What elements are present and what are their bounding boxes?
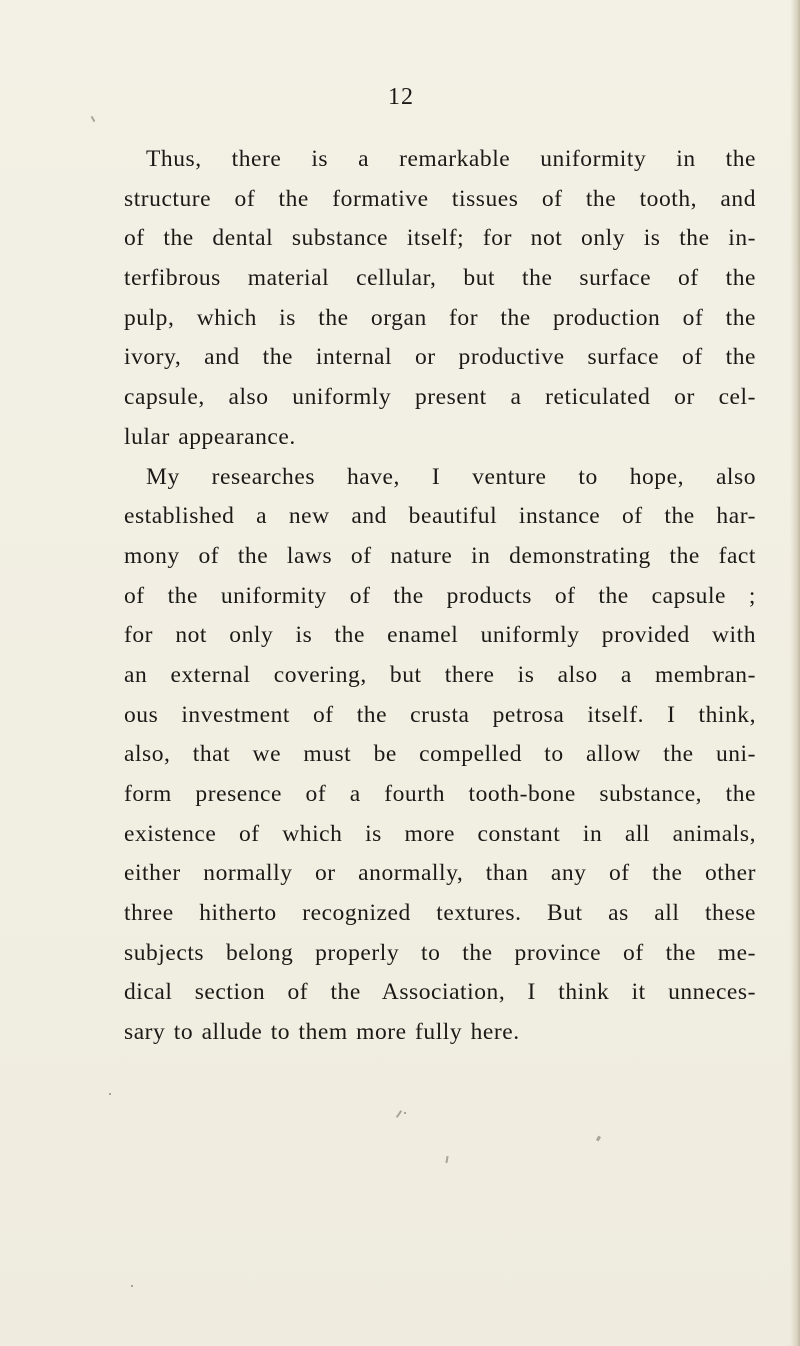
text-line: ous investment of the crusta petrosa itself. I think, [124, 701, 756, 728]
text-line: of the uniformity of the products of the capsule ; [124, 582, 756, 609]
text-line: of the dental substance itself; for not only is the in- [124, 225, 756, 252]
text-line: also, that we must be compelled to allow the uni- [124, 741, 756, 768]
paper-speck [596, 1136, 601, 1142]
text-line: either normally or anormally, than any of the other [124, 860, 756, 887]
text-line: form presence of a fourth tooth-bone substance, the [124, 781, 756, 807]
paper-speck [445, 1156, 448, 1163]
text-line: pulp, which is the organ for the production of the [124, 304, 756, 331]
text-line: terfibrous material cellular, but the surface of the [124, 265, 756, 292]
page-number: 12 [388, 84, 414, 110]
paper-speck [131, 1285, 133, 1287]
text-line: sary to allude to them more fully here. [124, 1019, 520, 1046]
text-line: capsule, also uniformly present a reticulated or cel- [124, 384, 756, 411]
text-line: an external covering, but there is also a membran- [124, 661, 756, 688]
text-line: for not only is the enamel uniformly provided with [124, 622, 756, 649]
page-edge-shadow [790, 0, 800, 1346]
text-line: dical section of the Association, I think it unneces- [124, 979, 756, 1006]
text-line: mony of the laws of nature in demonstrating the fact [124, 542, 756, 569]
text-line: three hitherto recognized textures. But as all these [124, 900, 756, 927]
text-line: My researches have, I venture to hope, also [146, 463, 756, 490]
text-line: subjects belong properly to the province of the me- [124, 939, 756, 966]
paper-speck [109, 1093, 111, 1095]
text-line: existence of which is more constant in all animals, [124, 820, 756, 847]
paper-speck [91, 116, 96, 122]
paper-speck [396, 1110, 402, 1118]
text-line: established a new and beautiful instance of the har- [124, 503, 756, 530]
paper-speck [404, 1112, 406, 1114]
body-text [124, 140, 756, 1053]
text-line: ivory, and the internal or productive surface of the [124, 344, 756, 371]
text-line: Thus, there is a remarkable uniformity in the [146, 146, 756, 172]
text-line: structure of the formative tissues of the tooth, and [124, 185, 756, 212]
text-line: lular appearance. [124, 423, 296, 450]
